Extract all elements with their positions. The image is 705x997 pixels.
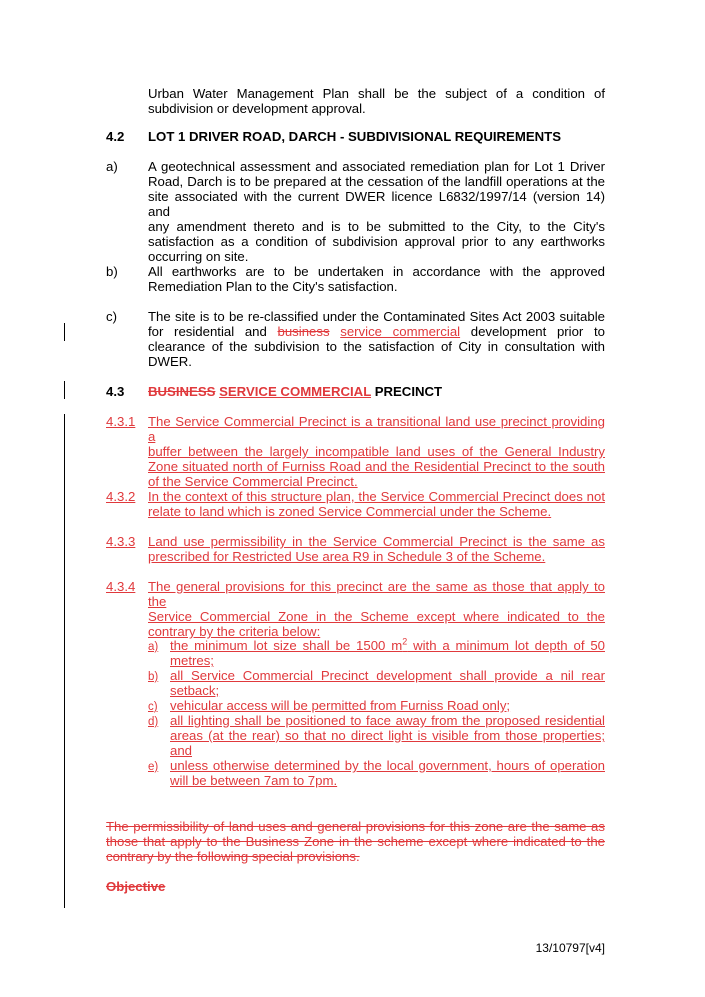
clause-label: 4.3.1 xyxy=(106,414,136,429)
objective-heading: Objective xyxy=(106,879,166,894)
text-line xyxy=(170,638,605,653)
text-line: unless otherwise determined by the local government, hours of operation xyxy=(170,758,605,773)
text-line: setback; xyxy=(170,683,220,698)
inserted-text: service commercial xyxy=(340,324,461,339)
section-number: 4.3 xyxy=(106,384,125,399)
text-line: Zone situated north of Furniss Road and the Residential Precinct to the south xyxy=(148,459,605,474)
change-bar-1 xyxy=(64,323,65,341)
clause-label: 4.3.3 xyxy=(106,534,136,549)
text-line: metres; xyxy=(170,653,214,668)
item-label: b) xyxy=(106,264,118,279)
text-line: will be between 7am to 7pm. xyxy=(170,773,338,788)
text-line: satisfaction as a condition of subdivision approval prior to any earthworks xyxy=(148,234,605,249)
item-b-text xyxy=(148,264,605,294)
section-title xyxy=(148,384,442,399)
clause-text xyxy=(148,579,605,639)
text-line: relate to land which is zoned Service Commercial under the Scheme. xyxy=(148,504,552,519)
text-line: buffer between the largely incompatible land uses of the General Industry xyxy=(148,444,605,459)
text-line: Service Commercial Zone in the Scheme except where indicated to the xyxy=(148,609,605,624)
superscript: 2 xyxy=(402,636,408,647)
text-line: DWER. xyxy=(148,354,192,369)
criteria-text xyxy=(170,668,605,698)
criteria-text xyxy=(170,638,605,668)
text-line: all lighting shall be positioned to face away from the proposed residential xyxy=(170,713,605,728)
text-line: site associated with the current DWER licence L6832/1997/14 (version 14) and xyxy=(148,189,605,219)
item-c-text xyxy=(148,309,605,369)
deleted-paragraph xyxy=(106,819,605,864)
text-line: Road, Darch is to be prepared at the cessation of the landfill operations at the xyxy=(148,174,605,189)
criteria-label: d) xyxy=(148,716,159,728)
section-title: LOT 1 DRIVER ROAD, DARCH - SUBDIVISIONAL REQUIREMENTS xyxy=(148,129,561,144)
criteria-text xyxy=(170,698,605,713)
text-line: The general provisions for this precinct are the same as those that apply to the xyxy=(148,579,605,609)
item-a-text xyxy=(148,159,605,264)
text-line: all Service Commercial Precinct development shall provide a nil rear xyxy=(170,668,605,683)
text-line: Land use permissibility in the Service Commercial Precinct is the same as xyxy=(148,534,605,549)
criteria-label: a) xyxy=(148,641,159,653)
document-reference: 13/10797[v4] xyxy=(535,941,605,955)
text-line: All earthworks are to be undertaken in accordance with the approved xyxy=(148,264,605,279)
text-line: of the Service Commercial Precinct. xyxy=(148,474,358,489)
text-line-tracked xyxy=(148,324,605,339)
text-line: A geotechnical assessment and associated remediation plan for Lot 1 Driver xyxy=(148,159,605,174)
text-line: any amendment thereto and is to be submitted to the City, to the City's xyxy=(148,219,605,234)
criteria-text xyxy=(170,758,605,788)
criteria-label: b) xyxy=(148,671,159,683)
text-line: vehicular access will be permitted from Furniss Road only; xyxy=(170,698,511,713)
intro-line: subdivision or development approval. xyxy=(148,101,366,116)
deleted-text: BUSINESS xyxy=(148,384,216,399)
text-line: and xyxy=(170,743,193,758)
clause-text xyxy=(148,489,605,519)
change-bar-3 xyxy=(64,414,65,908)
text-line: clearance of the subdivision to the satisfaction of City in consultation with xyxy=(148,339,605,354)
item-label: a) xyxy=(106,159,118,174)
text: PRECINCT xyxy=(374,384,443,399)
clause-label: 4.3.2 xyxy=(106,489,136,504)
inserted-text: SERVICE COMMERCIAL xyxy=(219,384,372,399)
intro-line: Urban Water Management Plan shall be the subject of a condition of xyxy=(148,86,605,101)
text-line: The site is to be re-classified under the Contaminated Sites Act 2003 suitable xyxy=(148,309,605,324)
text-line: Remediation Plan to the City's satisfaction. xyxy=(148,279,398,294)
text: the minimum lot size shall be 1500 m xyxy=(170,638,403,653)
criteria-label: c) xyxy=(148,701,158,713)
text-line: In the context of this structure plan, the Service Commercial Precinct does not xyxy=(148,489,605,504)
clause-text xyxy=(148,534,605,564)
criteria-text xyxy=(170,713,605,758)
text-line: contrary by the criteria below: xyxy=(148,624,321,639)
text-line: those that apply to the Business Zone in the scheme except where indicated to the xyxy=(106,834,605,849)
text: for residential and xyxy=(148,324,267,339)
text-line: The permissibility of land uses and general provisions for this zone are the same as xyxy=(106,819,605,834)
clause-text xyxy=(148,414,605,489)
text-line: areas (at the rear) so that no direct light is visible from those properties; xyxy=(170,728,605,743)
intro-paragraph xyxy=(148,86,605,116)
text-line: occurring on site. xyxy=(148,249,249,264)
criteria-label: e) xyxy=(148,761,159,773)
change-bar-2 xyxy=(64,381,65,399)
deleted-text: business xyxy=(277,324,330,339)
text: development prior to xyxy=(470,324,605,339)
clause-label: 4.3.4 xyxy=(106,579,136,594)
text-line: contrary by the following special provisions. xyxy=(106,849,360,864)
text-line: prescribed for Restricted Use area R9 in Schedule 3 of the Scheme. xyxy=(148,549,546,564)
text-line: The Service Commercial Precinct is a transitional land use precinct providing a xyxy=(148,414,605,444)
text: with a minimum lot depth of 50 xyxy=(407,638,605,653)
section-number: 4.2 xyxy=(106,129,125,144)
item-label: c) xyxy=(106,309,117,324)
